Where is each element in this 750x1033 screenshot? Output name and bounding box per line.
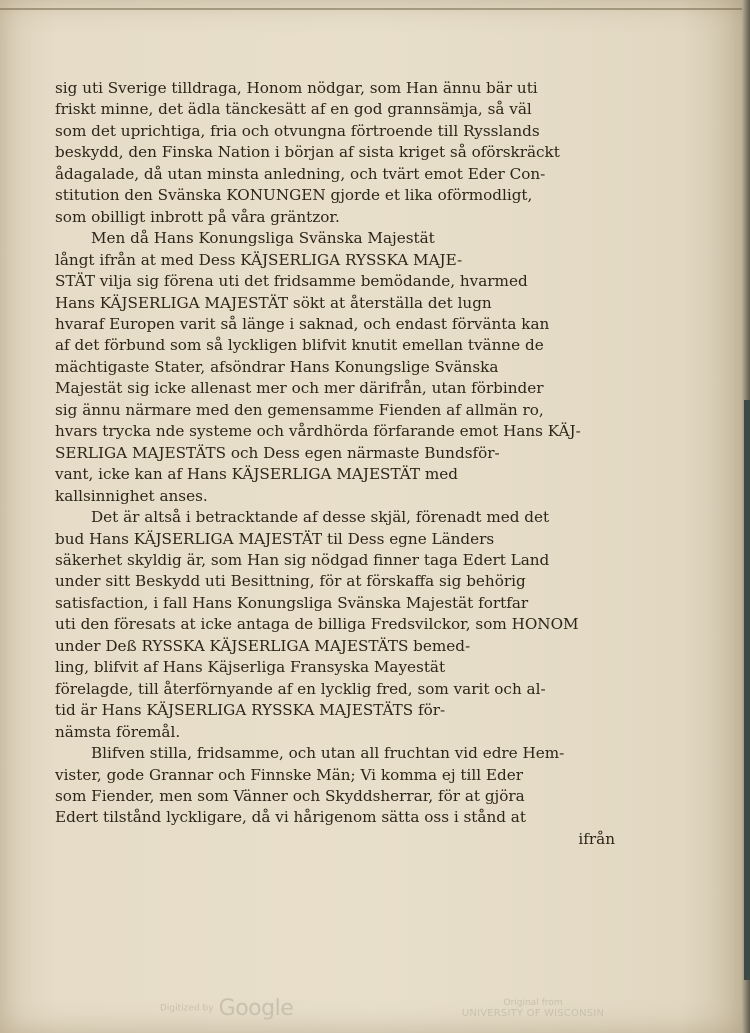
text-line: hvaraf Europen varit så länge i saknad, och endast förvänta kan <box>55 314 550 333</box>
page-top-edge <box>0 8 742 10</box>
text-line: långt ifrån at med Dess KÄJSERLIGA RYSSKA MAJE- <box>55 250 463 269</box>
text-line: sig uti Sverige tilldraga, Honom nödgar, som Han ännu bär uti <box>55 79 538 97</box>
text-line: satisfaction, i fall Hans Konungsliga Svänska Majestät fortfar <box>55 593 529 612</box>
text-line: Edert tilstånd lyckligare, då vi hårigenom sätta oss i stånd at <box>55 808 526 827</box>
text-line: ling, blifvit af Hans Käjserliga Fransyska Mayestät <box>55 658 446 677</box>
text-line: STÄT vilja sig förena uti det fridsamme bemödande, hvarmed <box>55 272 528 291</box>
text-line: förelagde, till återförnyande af en lycklig fred, som varit och al- <box>55 679 546 698</box>
text-line: hvars trycka nde systeme och vårdhörda förfarande emot Hans KÄJ- <box>55 422 581 441</box>
text-line: af det förbund som så lyckligen blifvit knutit emellan tvänne de <box>55 336 544 355</box>
library-watermark <box>458 998 608 1019</box>
text-line: kallsinnighet anses. <box>55 486 208 505</box>
text-line: som obilligt inbrott på våra gräntzor. <box>55 207 340 226</box>
text-line: som Fiender, men som Vänner och Skyddsherrar, för at gjöra <box>55 786 525 805</box>
text-line: stitution den Svänska KONUNGEN gjorde et lika oförmodligt, <box>55 186 533 205</box>
text-line: nämsta föremål. <box>55 722 181 741</box>
text-line: Blifven stilla, fridsamme, och utan all fruchtan vid edre Hem- <box>91 744 565 763</box>
text-line: Men då Hans Konungsliga Svänska Majestät <box>91 229 435 248</box>
text-line: Hans KÄJSERLIGA MAJESTÄT sökt at återställa det lugn <box>55 293 492 312</box>
google-logo: Google <box>218 996 294 1021</box>
text-line: bud Hans KÄJSERLIGA MAJESTÄT til Dess egne Länders <box>55 529 495 548</box>
text-line: SERLIGA MAJESTÄTS och Dess egen närmaste Bundsför- <box>55 443 500 462</box>
paragraph-1 <box>55 78 615 228</box>
text-line: uti den föresats at icke antaga de billiga Fredsvilckor, som HONOM <box>55 615 579 634</box>
book-spine-shadow <box>744 400 750 980</box>
text-line: friskt minne, det ädla tänckesätt af en god grannsämja, så väl <box>55 100 532 119</box>
institution-label: UNIVERSITY OF WISCONSIN <box>461 1008 605 1019</box>
digitized-by-label: Digitized by <box>160 1003 214 1014</box>
text-line: under Deß RYSSKA KÄJSERLIGA MAJESTÄTS bemed- <box>55 636 471 655</box>
text-line: vister, gode Grannar och Finnske Män; Vi komma ej till Eder <box>55 765 523 784</box>
text-line: sig ännu närmare med den gemensamme Fienden af allmän ro, <box>55 400 544 419</box>
text-line: Majestät sig icke allenast mer och mer därifrån, utan förbinder <box>55 379 544 398</box>
text-line: beskydd, den Finska Nation i början af sista kriget så oförskräckt <box>55 143 560 162</box>
text-line: Det är altså i betracktande af desse skjäl, förenadt med det <box>91 508 550 527</box>
paragraph-2 <box>55 228 615 507</box>
text-line: som det uprichtiga, fria och otvungna förtroende till Rysslands <box>55 121 540 140</box>
google-watermark <box>160 996 293 1021</box>
text-line: under sitt Beskydd uti Besittning, för at förskaffa sig behörig <box>55 572 526 591</box>
text-line: tid är Hans KÄJSERLIGA RYSSKA MAJESTÄTS för- <box>55 701 446 720</box>
original-from-label: Original from <box>503 998 563 1008</box>
text-line: mächtigaste Stater, afsöndrar Hans Konungslige Svänska <box>55 357 499 376</box>
paragraph-4 <box>55 743 615 829</box>
catchword: ifrån <box>578 829 615 848</box>
text-line: säkerhet skyldig är, som Han sig nödgad finner taga Edert Land <box>55 550 550 569</box>
document-body <box>55 78 615 850</box>
text-line: vant, icke kan af Hans KÄJSERLIGA MAJESTÄT med <box>55 465 458 484</box>
paragraph-3 <box>55 507 615 743</box>
text-line: ådagalade, då utan minsta anledning, och tvärt emot Eder Con- <box>55 164 546 183</box>
